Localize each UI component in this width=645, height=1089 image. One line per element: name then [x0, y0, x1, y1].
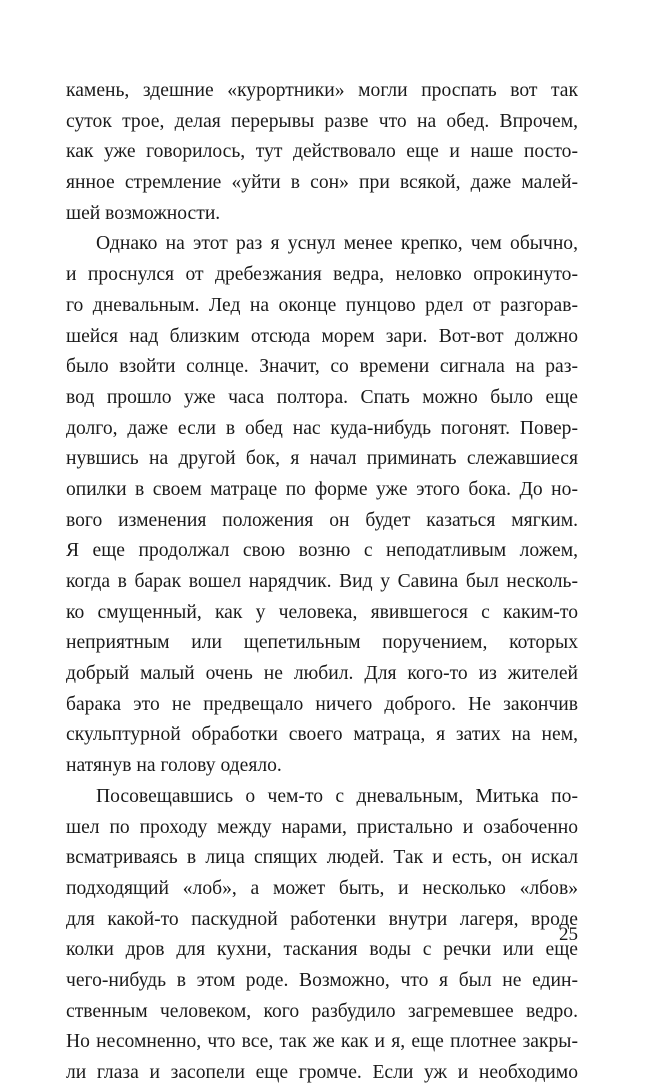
text-line: барака это не предвещало ничего доброго. Не закончив	[66, 693, 578, 715]
text-line: янное стремление «уйти в сон» при всякой, даже малей-	[66, 172, 578, 194]
text-line: го дневальным. Лед на оконце пунцово рдел от разгорав-	[66, 294, 578, 316]
text-line: как уже говорилось, тут действовало еще и наше посто-	[66, 141, 578, 163]
text-line: и проснулся от дребезжания ведра, неловко опрокинуто-	[66, 264, 578, 286]
text-line: подходящий «лоб», а может быть, и несколько «лбов»	[66, 877, 578, 899]
paragraph	[66, 229, 578, 781]
body-text	[66, 76, 578, 1089]
text-line: ственным человеком, кого разбудило загремевшее ведро.	[66, 1000, 578, 1022]
text-line: Посовещавшись о чем-то с дневальным, Митька по-	[96, 785, 578, 807]
text-line: чего-нибудь в этом роде. Возможно, что я был не един-	[66, 969, 578, 991]
text-line: вого изменения положения он будет казаться мягким.	[66, 509, 578, 531]
text-line: опилки в своем матраце по форме уже этого бока. До но-	[66, 478, 578, 500]
text-line: добрый малый очень не любил. Для кого-то из жителей	[66, 663, 578, 685]
paragraph	[66, 782, 578, 1089]
text-line: ко смущенный, как у человека, явившегося с каким-то	[66, 601, 578, 623]
text-line: шейся над близким отсюда морем зари. Вот-вот должно	[66, 325, 578, 347]
text-line: было взойти солнце. Значит, со времени сигнала на раз-	[66, 356, 578, 378]
paragraph	[66, 76, 578, 229]
text-line: Однако на этот раз я уснул менее крепко, чем обычно,	[96, 233, 578, 255]
page-number: 25	[559, 924, 578, 945]
text-line: вод прошло уже часа полтора. Спать можно было еще	[66, 386, 578, 408]
text-line: шей возможности.	[66, 202, 221, 224]
text-line: долго, даже если в обед нас куда-нибудь погонят. Повер-	[66, 417, 578, 439]
text-line: Но несомненно, что все, так же как и я, еще плотнее закры-	[66, 1031, 578, 1053]
text-line: ли глаза и засопели еще громче. Если уж и необходимо	[66, 1062, 578, 1083]
text-line: для какой-то паскудной работенки внутри лагеря, вроде	[66, 908, 578, 930]
text-line: колки дров для кухни, таскания воды с речки или еще	[66, 939, 578, 961]
text-line: суток трое, делая перерывы разве что на обед. Впрочем,	[66, 110, 578, 132]
text-line: натянув на голову одеяло.	[66, 755, 282, 777]
text-line: когда в барак вошел нарядчик. Вид у Савина был несколь-	[66, 571, 578, 592]
text-line: всматриваясь в лица спящих людей. Так и есть, он искал	[66, 847, 578, 869]
text-line: нувшись на другой бок, я начал приминать слежавшиеся	[66, 448, 578, 470]
text-line: Я еще продолжал свою возню с неподатливым ложем,	[66, 540, 578, 562]
text-line: шел по проходу между нарами, пристально и озабоченно	[66, 816, 578, 838]
text-line: камень, здешние «курортники» могли проспать вот так	[66, 80, 578, 101]
text-line: неприятным или щепетильным поручением, которых	[66, 632, 578, 654]
text-line: скульптурной обработки своего матраца, я затих на нем,	[66, 724, 578, 746]
